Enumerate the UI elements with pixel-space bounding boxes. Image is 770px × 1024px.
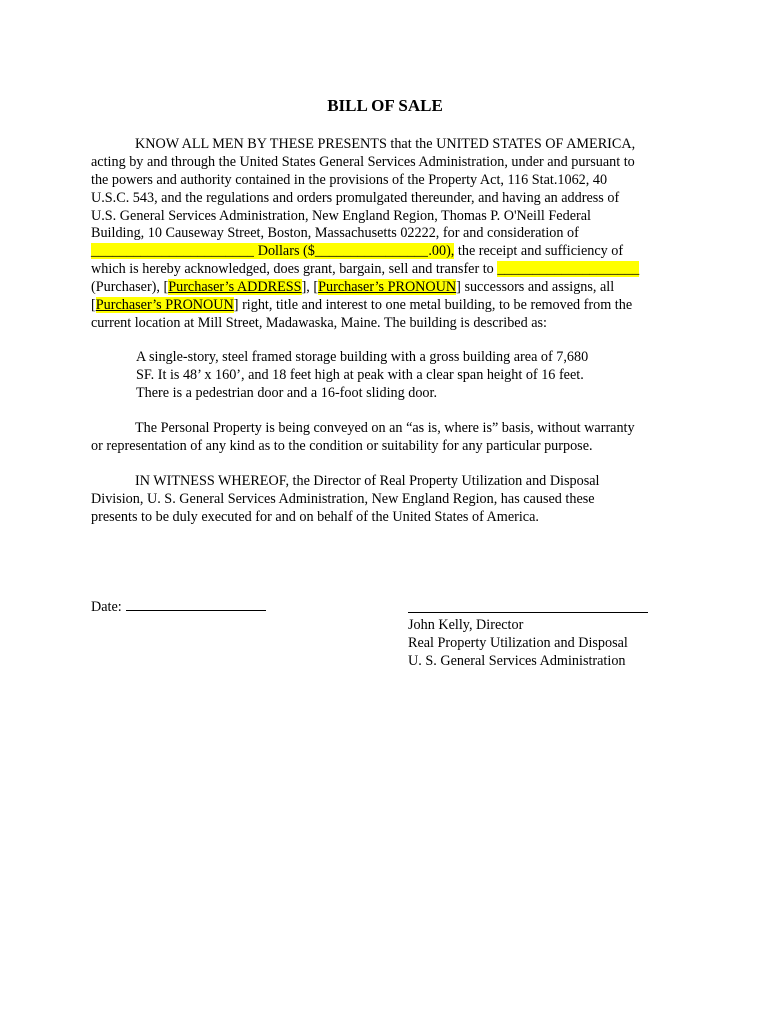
- text-segment: the receipt and sufficiency of: [454, 243, 624, 260]
- signature-block: [408, 598, 648, 671]
- consideration-amount-blank[interactable]: _______________________: [91, 243, 255, 260]
- signature-line[interactable]: [408, 598, 648, 613]
- date-row: [91, 598, 266, 617]
- text-line: The Personal Property is being conveyed on an “as is, where is” basis, without warranty: [135, 420, 635, 436]
- text-line: presents to be duly executed for and on behalf of the United States of America.: [91, 508, 539, 525]
- date-label: Date:: [91, 599, 122, 615]
- purchaser-address-field[interactable]: Purchaser’s ADDRESS: [168, 279, 302, 296]
- text-line: acting by and through the United States General Services Administration, under and pursuant to: [91, 153, 635, 170]
- text-line-rights: [91, 297, 681, 315]
- text-line: current location at Mill Street, Madawaska, Maine. The building is described as:: [91, 314, 547, 331]
- text-line: IN WITNESS WHEREOF, the Director of Real Property Utilization and Disposal: [135, 473, 600, 489]
- text-line: A single-story, steel framed storage building with a gross building area of 7,680: [136, 349, 589, 365]
- text-line: U.S.C. 543, and the regulations and orders promulgated thereunder, and having an address of: [91, 189, 620, 206]
- signer-organization: U. S. General Services Administration: [408, 652, 626, 669]
- paragraph-witness: [91, 473, 681, 527]
- text-segment: [: [91, 297, 96, 314]
- building-description: [136, 349, 656, 403]
- purchaser-pronoun-field-2[interactable]: Purchaser’s PRONOUN: [95, 297, 234, 314]
- amount-end: .00),: [428, 243, 455, 260]
- text-line: There is a pedestrian door and a 16-foot sliding door.: [136, 384, 438, 401]
- text-line-transfer: [91, 261, 681, 279]
- text-line: Division, U. S. General Services Administration, New England Region, has caused these: [91, 490, 595, 507]
- text-line-purchaser: [91, 279, 681, 297]
- text-line: Building, 10 Causeway Street, Boston, Massachusetts 02222, for and consideration of: [91, 225, 579, 242]
- text-segment: ], [: [301, 279, 319, 296]
- dollar-amount-blank[interactable]: ________________: [314, 243, 429, 260]
- text-segment: ] successors and assigns, all: [456, 279, 615, 296]
- dollars-label: Dollars ($: [254, 243, 315, 260]
- paragraph-conveyance: [91, 136, 681, 333]
- signer-name: John Kelly, Director: [408, 617, 524, 633]
- text-line: KNOW ALL MEN BY THESE PRESENTS that the UNITED STATES OF AMERICA,: [135, 136, 636, 152]
- text-line: the powers and authority contained in the provisions of the Property Act, 116 Stat.1062, 40: [91, 171, 608, 188]
- purchaser-pronoun-field[interactable]: Purchaser’s PRONOUN: [318, 279, 457, 296]
- signer-department: Real Property Utilization and Disposal: [408, 634, 628, 651]
- document-title: BILL OF SALE: [327, 96, 443, 115]
- text-line: or representation of any kind as to the condition or suitability for any particular purpose.: [91, 437, 593, 454]
- purchaser-name-blank[interactable]: ____________________: [497, 261, 640, 278]
- paragraph-as-is: [91, 420, 681, 456]
- text-segment: ] right, title and interest to one metal building, to be removed from the: [233, 297, 633, 314]
- text-line-consideration: [91, 243, 681, 261]
- text-line: SF. It is 48’ x 160’, and 18 feet high at peak with a clear span height of 16 feet.: [136, 366, 584, 383]
- text-segment: (Purchaser), [: [91, 279, 169, 296]
- text-segment: which is hereby acknowledged, does grant, bargain, sell and transfer to: [91, 261, 498, 278]
- text-line: U.S. General Services Administration, New England Region, Thomas P. O'Neill Federal: [91, 207, 591, 224]
- date-blank[interactable]: [126, 598, 266, 611]
